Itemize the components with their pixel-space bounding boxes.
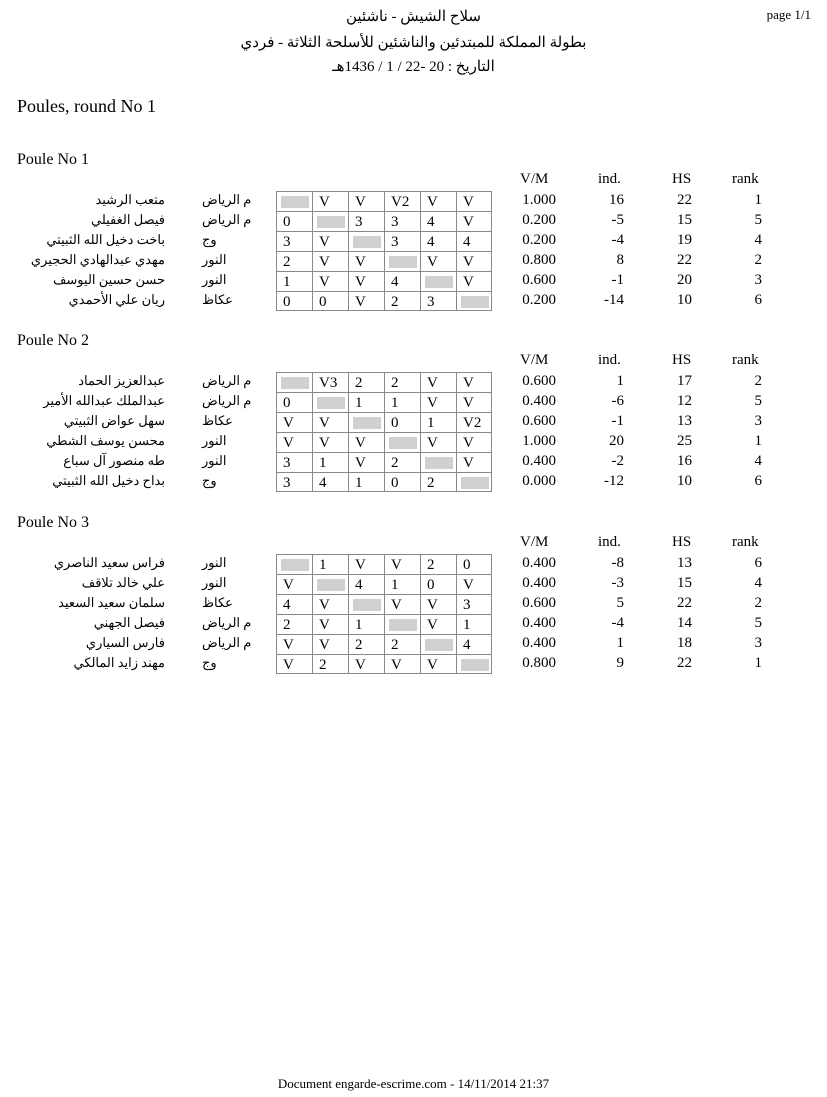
fencer-vm: 0.400 <box>522 555 556 571</box>
fencer-row <box>0 412 827 432</box>
column-header-hs: HS <box>672 534 692 550</box>
fencer-ind: -1 <box>611 413 624 429</box>
fencer-ind: 20 <box>609 433 624 449</box>
fencer-rank: 5 <box>754 212 762 228</box>
fencer-club: م الرياض <box>202 393 252 408</box>
bout-cell: V <box>312 251 348 271</box>
page-number: page 1/1 <box>766 7 811 22</box>
fencer-club: وج <box>202 473 217 488</box>
bout-cell: V <box>456 452 492 472</box>
fencer-vm: 0.600 <box>522 413 556 429</box>
bout-cell: V <box>384 594 420 614</box>
column-header-rank: rank <box>732 534 759 550</box>
fencer-vm: 0.800 <box>522 252 556 268</box>
fencer-ind: -6 <box>611 393 624 409</box>
bout-cell: V <box>312 634 348 654</box>
fencer-name: متعب الرشيد <box>95 192 165 207</box>
fencer-row <box>0 392 827 412</box>
fencer-rank: 2 <box>754 252 762 268</box>
bout-cell: 4 <box>456 231 492 251</box>
fencer-row <box>0 634 827 654</box>
fencer-rank: 4 <box>754 232 762 248</box>
fencer-ind: -12 <box>604 473 624 489</box>
fencer-club: م الرياض <box>202 212 252 227</box>
fencer-row <box>0 291 827 311</box>
fencer-club: م الرياض <box>202 373 252 388</box>
bout-cell: 4 <box>420 211 456 231</box>
fencer-hs: 20 <box>677 272 692 288</box>
bout-cell: 1 <box>420 412 456 432</box>
fencer-rank: 1 <box>754 655 762 671</box>
fencer-ind: -8 <box>611 555 624 571</box>
bout-cell: 0 <box>277 392 313 412</box>
fencer-hs: 14 <box>677 615 692 631</box>
bout-cell: V <box>312 231 348 251</box>
poule-title: Poule No 3 <box>17 514 89 531</box>
fencer-row <box>0 574 827 594</box>
fencer-name: فراس سعيد الناصري <box>53 555 165 570</box>
fencer-vm: 0.000 <box>522 473 556 489</box>
bout-cell: V <box>348 251 384 271</box>
bout-cell: V <box>312 432 348 452</box>
bout-cell: V <box>312 614 348 634</box>
fencer-hs: 10 <box>677 292 692 308</box>
fencer-rank: 1 <box>754 433 762 449</box>
fencer-name: حسن حسين اليوسف <box>52 272 165 287</box>
bout-cell: 2 <box>420 555 456 575</box>
fencer-vm: 0.200 <box>522 292 556 308</box>
fencer-row <box>0 594 827 614</box>
bout-cell: 4 <box>312 472 348 492</box>
bout-cell: V <box>420 251 456 271</box>
fencer-rank: 6 <box>754 555 762 571</box>
bout-cell: 2 <box>348 634 384 654</box>
column-header-vm: V/M <box>520 171 549 187</box>
bout-cell: V <box>420 192 456 212</box>
bout-cell: 0 <box>277 211 313 231</box>
fencer-name: ريان علي الأحمدي <box>68 292 165 307</box>
fencer-vm: 0.400 <box>522 575 556 591</box>
bout-cell: V <box>348 654 384 674</box>
fencer-rank: 2 <box>754 373 762 389</box>
fencer-row <box>0 372 827 392</box>
fencer-hs: 12 <box>677 393 692 409</box>
bout-cell: 3 <box>277 231 313 251</box>
fencer-hs: 22 <box>677 595 692 611</box>
fencer-ind: -5 <box>611 212 624 228</box>
bout-cell: V <box>312 412 348 432</box>
bout-cell: V <box>456 432 492 452</box>
bout-cell: V3 <box>312 373 348 393</box>
bout-cell: 4 <box>348 574 384 594</box>
bout-cell: 2 <box>384 291 420 311</box>
fencer-club: عكاظ <box>202 413 233 428</box>
bout-cell: 1 <box>456 614 492 634</box>
bout-cell: V <box>384 555 420 575</box>
bout-cell: V <box>348 555 384 575</box>
fencer-hs: 15 <box>677 212 692 228</box>
bout-cell: 2 <box>348 373 384 393</box>
bout-cell: 0 <box>420 574 456 594</box>
fencer-rank: 1 <box>754 192 762 208</box>
column-header-ind: ind. <box>598 534 621 550</box>
bout-cell: 0 <box>384 412 420 432</box>
bout-cell: 3 <box>348 211 384 231</box>
bout-cell: 1 <box>348 614 384 634</box>
bout-cell: 0 <box>456 555 492 575</box>
fencer-ind: -4 <box>611 615 624 631</box>
fencer-row <box>0 251 827 271</box>
fencer-name: محسن يوسف الشطي <box>46 433 165 448</box>
bout-cell: 2 <box>420 472 456 492</box>
column-header-rank: rank <box>732 171 759 187</box>
bout-cell: 1 <box>348 392 384 412</box>
fencer-hs: 22 <box>677 192 692 208</box>
bout-cell: V <box>456 373 492 393</box>
bout-cell: 3 <box>277 452 313 472</box>
column-header-rank: rank <box>732 352 759 368</box>
fencer-vm: 1.000 <box>522 433 556 449</box>
fencer-vm: 0.400 <box>522 453 556 469</box>
fencer-ind: -1 <box>611 272 624 288</box>
bout-cell: 3 <box>384 211 420 231</box>
fencer-ind: -3 <box>611 575 624 591</box>
fencer-ind: -14 <box>604 292 624 308</box>
fencer-vm: 0.600 <box>522 272 556 288</box>
bout-cell: V <box>277 654 313 674</box>
bout-cell: V <box>384 654 420 674</box>
fencer-name: باخت دخيل الله الثبيتي <box>46 232 165 247</box>
fencer-hs: 22 <box>677 655 692 671</box>
fencer-hs: 10 <box>677 473 692 489</box>
bout-cell: V <box>277 574 313 594</box>
fencer-hs: 13 <box>677 555 692 571</box>
fencer-rank: 3 <box>754 413 762 429</box>
bout-cell: V <box>420 614 456 634</box>
bout-cell: V <box>277 412 313 432</box>
fencer-rank: 2 <box>754 595 762 611</box>
fencer-club: النور <box>202 272 227 287</box>
fencer-vm: 1.000 <box>522 192 556 208</box>
fencer-hs: 15 <box>677 575 692 591</box>
bout-cell: 3 <box>456 594 492 614</box>
bout-cell: V <box>456 251 492 271</box>
fencer-row <box>0 614 827 634</box>
fencer-vm: 0.200 <box>522 212 556 228</box>
fencer-row <box>0 271 827 291</box>
fencer-hs: 16 <box>677 453 692 469</box>
fencer-hs: 19 <box>677 232 692 248</box>
bout-cell: 0 <box>277 291 313 311</box>
bout-cell: V <box>277 432 313 452</box>
fencer-rank: 3 <box>754 272 762 288</box>
fencer-ind: 8 <box>616 252 624 268</box>
bout-cell: V <box>456 392 492 412</box>
fencer-name: عبدالعزيز الحماد <box>78 373 165 388</box>
column-header-ind: ind. <box>598 352 621 368</box>
bout-cell: 3 <box>420 291 456 311</box>
fencer-ind: 1 <box>616 373 624 389</box>
fencer-hs: 25 <box>677 433 692 449</box>
bout-cell: 1 <box>384 392 420 412</box>
fencer-row <box>0 231 827 251</box>
fencer-rank: 6 <box>754 473 762 489</box>
column-header-ind: ind. <box>598 171 621 187</box>
bout-cell: 2 <box>384 373 420 393</box>
poule-block <box>0 151 827 321</box>
fencer-hs: 18 <box>677 635 692 651</box>
bout-cell: V <box>312 192 348 212</box>
fencer-rank: 5 <box>754 393 762 409</box>
bout-cell: V2 <box>456 412 492 432</box>
fencer-club: م الرياض <box>202 635 252 650</box>
fencer-vm: 0.200 <box>522 232 556 248</box>
bout-cell: V <box>420 432 456 452</box>
bout-cell: 0 <box>384 472 420 492</box>
bout-cell: V <box>348 432 384 452</box>
fencer-rank: 6 <box>754 292 762 308</box>
fencer-ind: 1 <box>616 635 624 651</box>
fencer-name: فيصل الغفيلي <box>91 212 165 227</box>
fencer-row <box>0 452 827 472</box>
fencer-vm: 0.800 <box>522 655 556 671</box>
bout-cell: V <box>348 452 384 472</box>
fencer-vm: 0.600 <box>522 595 556 611</box>
competition-title: بطولة المملكة للمبتدئين والناشئين للأسلحة الثلاثة - فردي <box>240 35 587 51</box>
bout-cell: 0 <box>312 291 348 311</box>
fencer-vm: 0.600 <box>522 373 556 389</box>
column-header-hs: HS <box>672 171 692 187</box>
bout-cell: V2 <box>384 192 420 212</box>
bout-cell: 3 <box>277 472 313 492</box>
fencer-ind: -4 <box>611 232 624 248</box>
fencer-club: النور <box>202 575 227 590</box>
bout-cell: V <box>348 291 384 311</box>
bout-cell: 2 <box>312 654 348 674</box>
bout-cell: V <box>456 574 492 594</box>
weapon-category-title: سلاح الشيش - ناشئين <box>346 9 481 25</box>
competition-date: التاريخ : 20 -22 / 1 / 1436هـ <box>332 59 495 75</box>
fencer-row <box>0 554 827 574</box>
column-header-hs: HS <box>672 352 692 368</box>
fencer-row <box>0 211 827 231</box>
fencer-vm: 0.400 <box>522 393 556 409</box>
fencer-ind: 9 <box>616 655 624 671</box>
fencer-hs: 13 <box>677 413 692 429</box>
fencer-club: النور <box>202 433 227 448</box>
poule-title: Poule No 1 <box>17 151 89 168</box>
bout-cell: 2 <box>277 614 313 634</box>
document-footer: Document engarde-escrime.com - 14/11/2014 21:37 <box>277 1076 550 1091</box>
fencer-rank: 4 <box>754 453 762 469</box>
bout-cell: 1 <box>348 472 384 492</box>
poule-title: Poule No 2 <box>17 332 89 349</box>
poule-block <box>0 332 827 502</box>
fencer-name: مهدي عبدالهادي الحجيري <box>30 252 165 267</box>
fencer-rank: 5 <box>754 615 762 631</box>
fencer-name: طه منصور آل سباع <box>63 453 165 468</box>
bout-cell: 1 <box>312 452 348 472</box>
fencer-name: بداح دخيل الله الثبيتي <box>52 473 165 488</box>
bout-cell: V <box>348 271 384 291</box>
bout-cell: V <box>456 211 492 231</box>
bout-cell: 3 <box>384 231 420 251</box>
bout-cell: V <box>312 271 348 291</box>
fencer-name: عبدالملك عبدالله الأمير <box>43 393 165 408</box>
bout-cell: V <box>420 373 456 393</box>
fencer-vm: 0.400 <box>522 635 556 651</box>
bout-cell: 1 <box>384 574 420 594</box>
bout-cell: 2 <box>384 634 420 654</box>
fencer-name: فيصل الجهني <box>93 615 165 630</box>
fencer-club: عكاظ <box>202 595 233 610</box>
fencer-club: النور <box>202 453 227 468</box>
fencer-vm: 0.400 <box>522 615 556 631</box>
fencer-name: سلمان سعيد السعيد <box>58 595 165 610</box>
fencer-name: علي خالد تلاقف <box>81 575 165 590</box>
bout-cell: 4 <box>420 231 456 251</box>
fencer-hs: 17 <box>677 373 692 389</box>
column-header-vm: V/M <box>520 534 549 550</box>
bout-cell: V <box>312 594 348 614</box>
round-title: Poules, round No 1 <box>17 96 156 116</box>
fencer-hs: 22 <box>677 252 692 268</box>
poule-block <box>0 514 827 684</box>
bout-cell: 2 <box>277 251 313 271</box>
fencer-club: وج <box>202 655 217 670</box>
bout-cell: V <box>420 594 456 614</box>
bout-cell: V <box>456 271 492 291</box>
fencer-row <box>0 191 827 211</box>
fencer-ind: 16 <box>609 192 624 208</box>
bout-cell: V <box>348 192 384 212</box>
fencer-club: م الرياض <box>202 192 252 207</box>
bout-cell: 1 <box>312 555 348 575</box>
fencer-club: عكاظ <box>202 292 233 307</box>
column-header-vm: V/M <box>520 352 549 368</box>
bout-cell: 4 <box>456 634 492 654</box>
bout-cell: 1 <box>277 271 313 291</box>
bout-cell: 4 <box>384 271 420 291</box>
fencer-row <box>0 432 827 452</box>
bout-cell: V <box>420 392 456 412</box>
fencer-row <box>0 472 827 492</box>
bout-cell: V <box>456 192 492 212</box>
fencer-ind: 5 <box>616 595 624 611</box>
bout-cell: 4 <box>277 594 313 614</box>
fencer-rank: 3 <box>754 635 762 651</box>
fencer-rank: 4 <box>754 575 762 591</box>
bout-cell: V <box>277 634 313 654</box>
bout-cell: V <box>420 654 456 674</box>
fencer-ind: -2 <box>611 453 624 469</box>
bout-cell: 2 <box>384 452 420 472</box>
fencer-club: م الرياض <box>202 615 252 630</box>
fencer-name: فارس السياري <box>85 635 165 650</box>
fencer-club: النور <box>202 555 227 570</box>
fencer-club: النور <box>202 252 227 267</box>
fencer-name: سهل عواض الثبيتي <box>63 413 165 428</box>
fencer-name: مهند زايد المالكي <box>73 655 165 670</box>
fencer-row <box>0 654 827 674</box>
fencer-club: وج <box>202 232 217 247</box>
